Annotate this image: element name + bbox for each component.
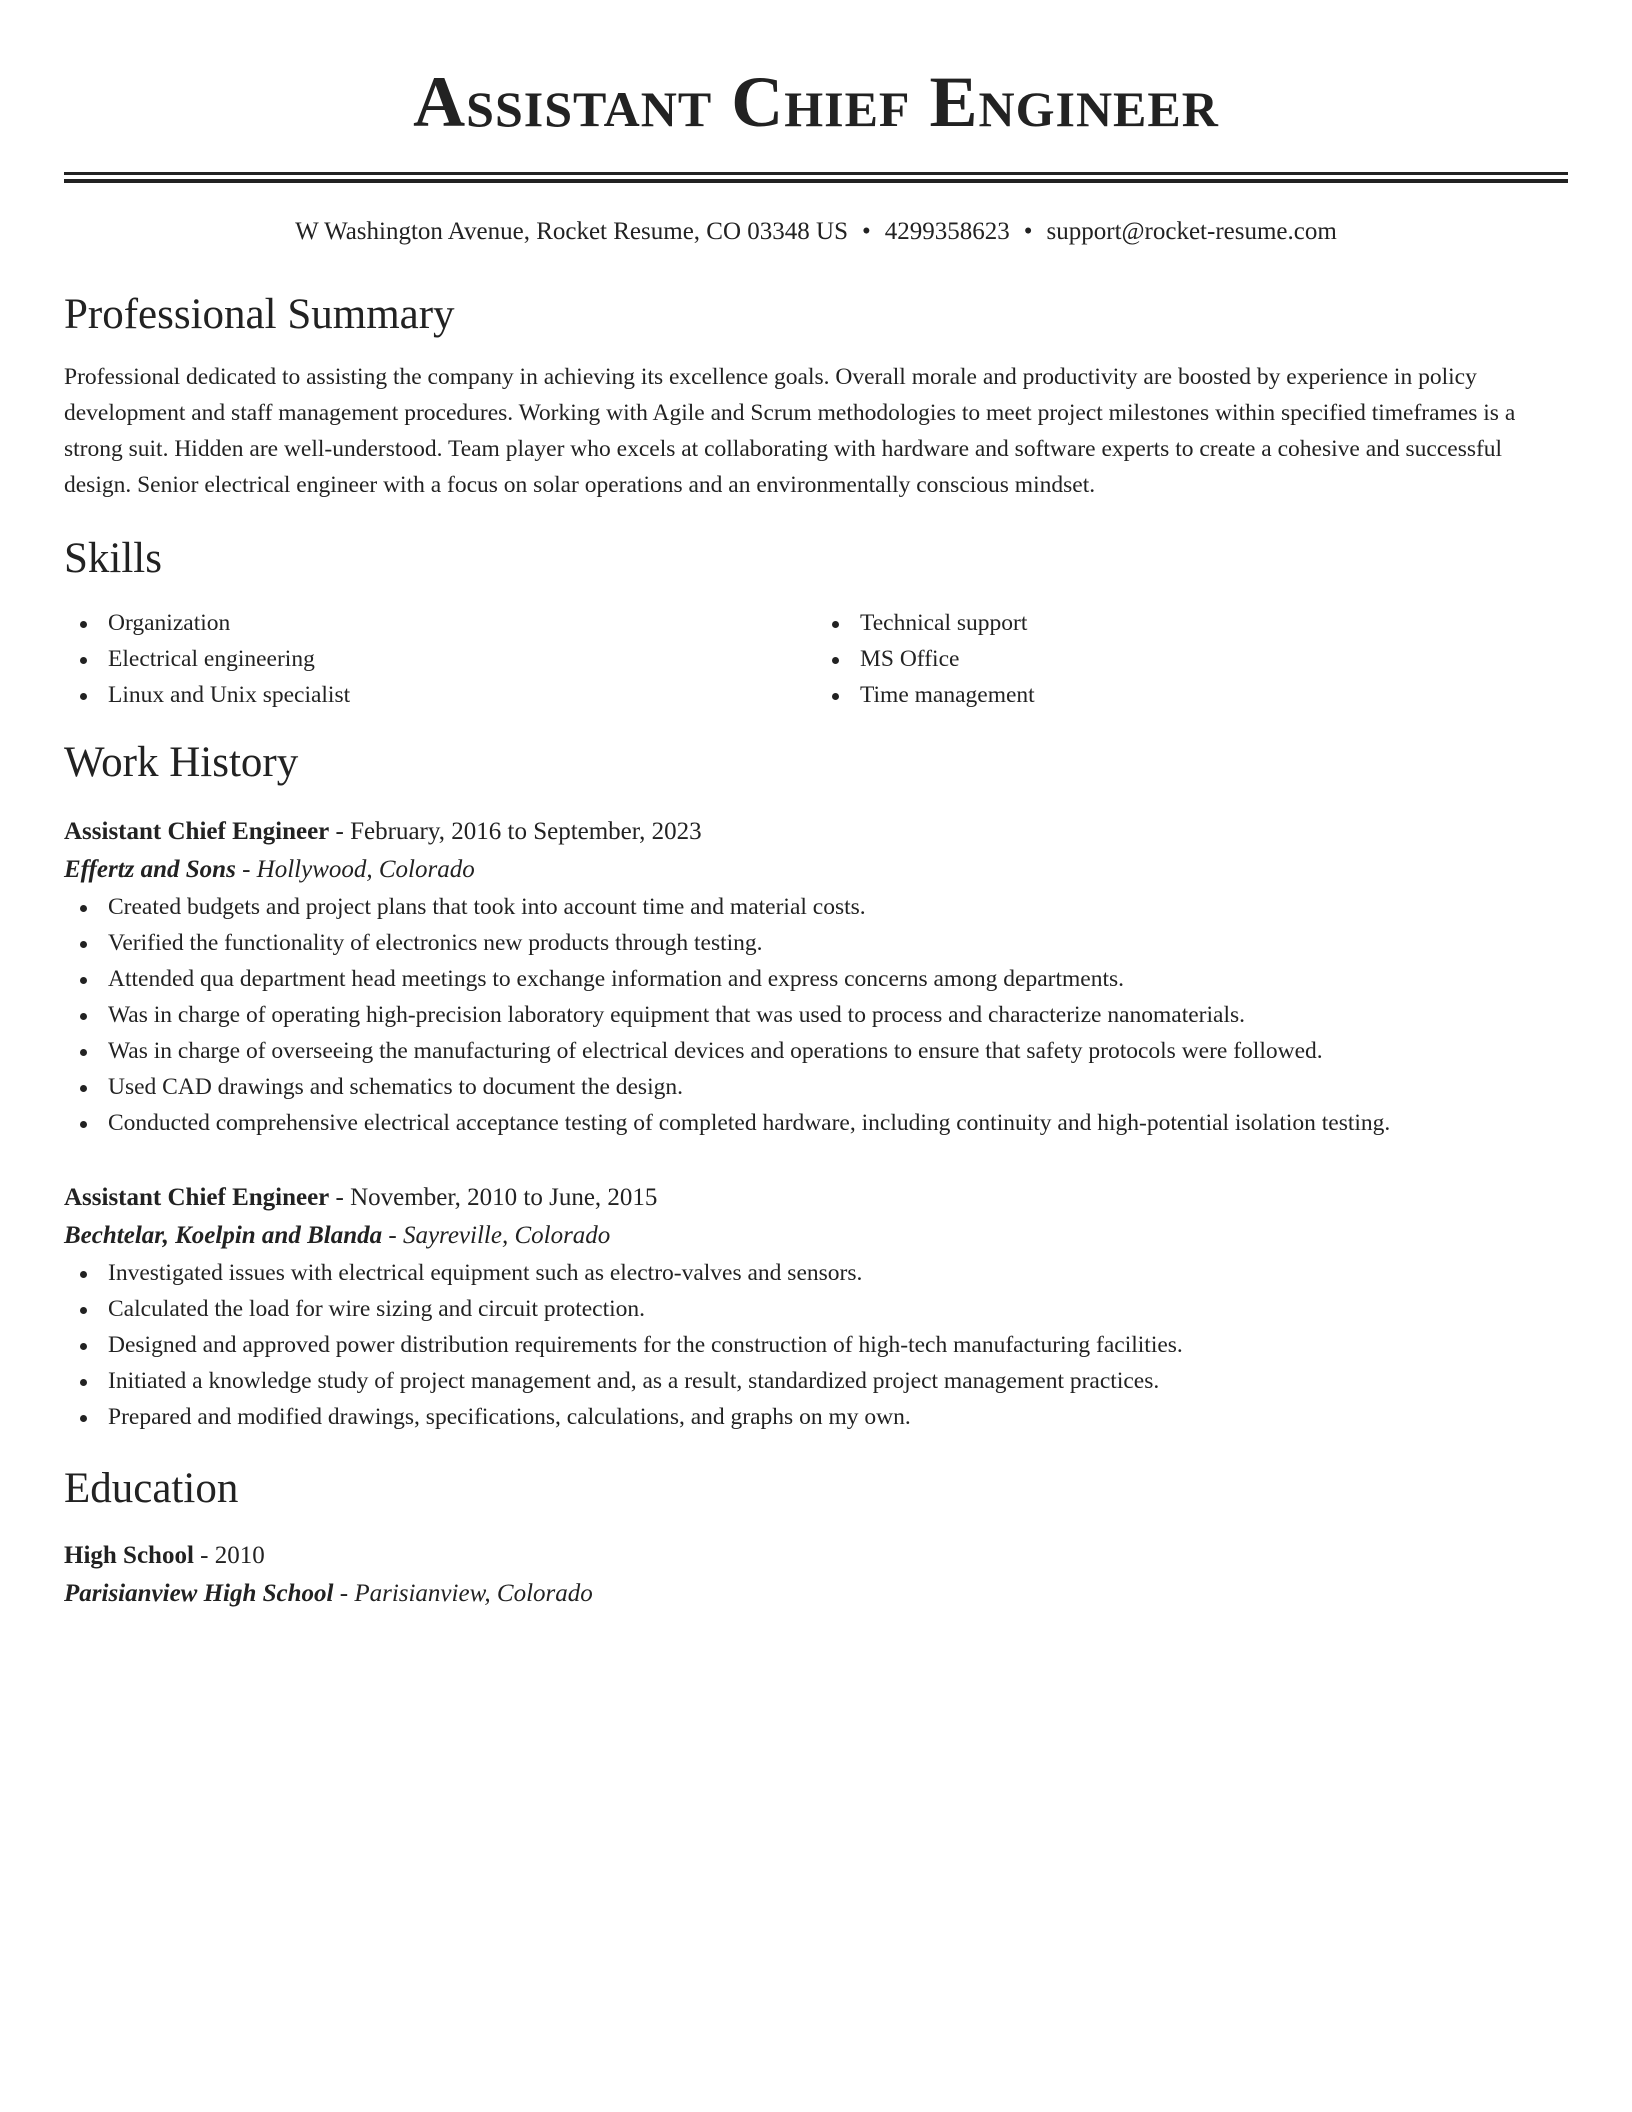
contact-line	[64, 215, 1568, 249]
skill-item: Organization	[64, 605, 816, 641]
contact-email: support@rocket-resume.com	[1046, 218, 1337, 245]
job-duty-item: Conducted comprehensive electrical acceptance testing of completed hardware, including continuity and high-potential isolation testing.	[64, 1105, 1568, 1141]
job-title-line	[64, 1179, 1568, 1217]
job-duty-item: Initiated a knowledge study of project management and, as a result, standardized project management practices.	[64, 1363, 1568, 1399]
job-duty-item: Designed and approved power distribution requirements for the construction of high-tech manufacturing facilities.	[64, 1327, 1568, 1363]
education-heading: Education	[64, 1465, 239, 1512]
dash-separator: -	[193, 1542, 215, 1569]
job-duty-item: Created budgets and project plans that took into account time and material costs.	[64, 889, 1568, 925]
skill-item: Technical support	[816, 605, 1568, 641]
skills-left-column	[64, 605, 816, 713]
job-duty-item: Verified the functionality of electronics new products through testing.	[64, 925, 1568, 961]
dash-separator: -	[382, 1222, 403, 1249]
skill-item: MS Office	[816, 641, 1568, 677]
skills-columns	[64, 605, 1568, 713]
education-school: Parisianview High School	[64, 1580, 334, 1607]
company-location: Hollywood, Colorado	[256, 856, 475, 883]
company-location: Sayreville, Colorado	[402, 1222, 611, 1249]
dash-separator: -	[329, 1184, 351, 1211]
company-line	[64, 851, 1568, 889]
work-history-heading: Work History	[64, 739, 299, 786]
resume-name-title: Assistant Chief Engineer	[413, 62, 1219, 142]
education-year: 2010	[214, 1542, 265, 1569]
job-duty-item: Investigated issues with electrical equipment such as electro-valves and sensors.	[64, 1255, 1568, 1291]
job-title-line	[64, 813, 1568, 851]
skills-heading: Skills	[64, 535, 162, 582]
contact-address: W Washington Avenue, Rocket Resume, CO 03348 US	[295, 218, 848, 245]
dash-separator: -	[235, 856, 257, 883]
skill-item: Linux and Unix specialist	[64, 677, 816, 713]
company-line	[64, 1217, 1568, 1255]
skills-right-column	[816, 605, 1568, 713]
job-entry	[64, 813, 1568, 1141]
job-dates: February, 2016 to September, 2023	[350, 818, 702, 845]
header-double-rule	[64, 172, 1568, 183]
job-duty-item: Was in charge of overseeing the manufacturing of electrical devices and operations to ensure that safety protocols were followed.	[64, 1033, 1568, 1069]
job-duty-item: Used CAD drawings and schematics to document the design.	[64, 1069, 1568, 1105]
education-school-line	[64, 1575, 1568, 1613]
job-dates: November, 2010 to June, 2015	[350, 1184, 658, 1211]
job-duties-list	[64, 1255, 1568, 1435]
dash-separator: -	[333, 1580, 355, 1607]
job-title: Assistant Chief Engineer	[64, 1184, 330, 1211]
job-duty-item: Attended qua department head meetings to exchange information and express concerns among departments.	[64, 961, 1568, 997]
contact-separator: •	[1023, 218, 1033, 245]
job-duty-item: Was in charge of operating high-precision laboratory equipment that was used to process and characterize nanomaterials.	[64, 997, 1568, 1033]
skill-item: Electrical engineering	[64, 641, 816, 677]
education-degree-line	[64, 1537, 1568, 1575]
job-duty-item: Calculated the load for wire sizing and circuit protection.	[64, 1291, 1568, 1327]
education-degree: High School	[64, 1542, 194, 1569]
contact-separator: •	[861, 218, 871, 245]
summary-text: Professional dedicated to assisting the company in achieving its excellence goals. Overall morale and productivity are boosted by experience in policy development and staff management procedures. Working with Agile and Scrum methodologies to meet project milestones within specified timeframes is a strong suit. Hidden are well-understood. Team player who excels at collaborating with hardware and software experts to create a cohesive and successful design. Senior electrical engineer with a focus on solar operations and an environmentally conscious mindset.	[64, 364, 1516, 498]
job-duties-list	[64, 889, 1568, 1141]
company-name: Effertz and Sons	[64, 856, 236, 883]
summary-heading: Professional Summary	[64, 291, 455, 338]
job-title: Assistant Chief Engineer	[64, 818, 330, 845]
job-duty-item: Prepared and modified drawings, specifications, calculations, and graphs on my own.	[64, 1399, 1568, 1435]
company-name: Bechtelar, Koelpin and Blanda	[64, 1222, 383, 1249]
job-entry	[64, 1179, 1568, 1435]
contact-phone: 4299358623	[884, 218, 1010, 245]
dash-separator: -	[329, 818, 351, 845]
skill-item: Time management	[816, 677, 1568, 713]
education-location: Parisianview, Colorado	[354, 1580, 593, 1607]
